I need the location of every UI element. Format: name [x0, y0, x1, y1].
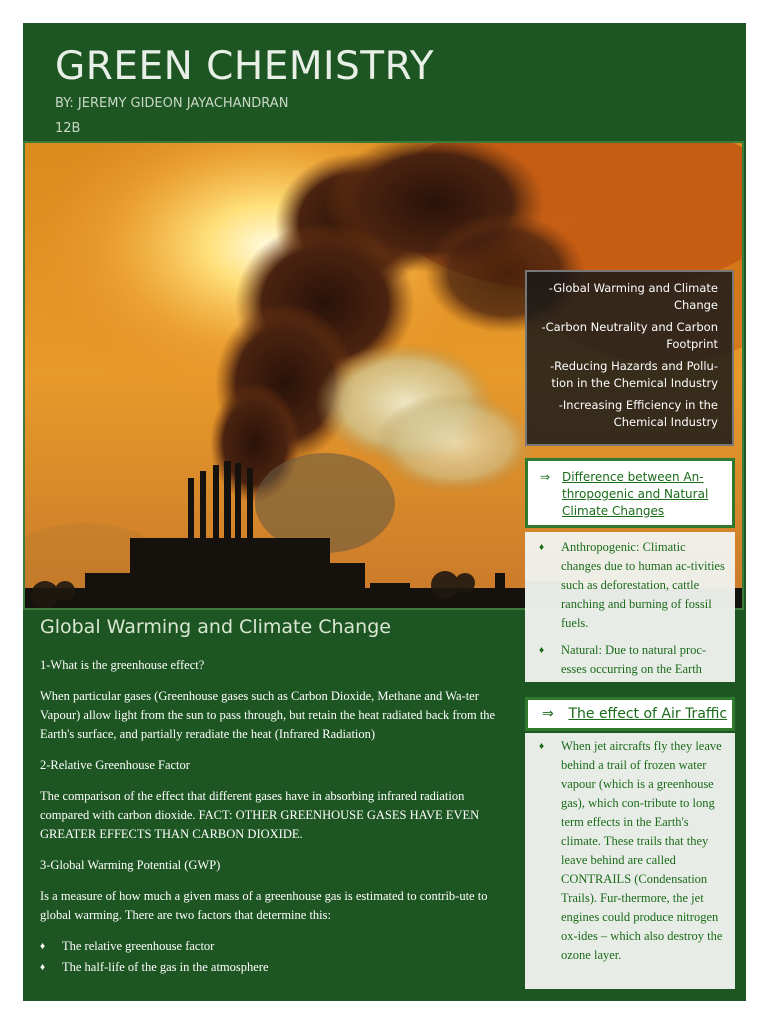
page-title: GREEN CHEMISTRY — [55, 44, 435, 89]
topic-item: -Increasing Efficiency in the Chemical Industry — [558, 398, 718, 429]
question-heading: 2-Relative Greenhouse Factor — [40, 758, 190, 772]
question-heading: 3-Global Warming Potential (GWP) — [40, 858, 221, 872]
main-article — [40, 612, 510, 979]
question-heading: 1-What is the greenhouse effect? — [40, 658, 205, 672]
class-label: 12B — [55, 121, 81, 136]
list-item: ♦ The half-life of the gas in the atmosphere — [40, 958, 510, 977]
topic-item: -Global Warming and Climate Change — [548, 281, 718, 312]
topic-item: -Carbon Neutrality and Carbon Footprint — [541, 320, 718, 351]
paragraph: When particular gases (Greenhouse gases such as Carbon Dioxide, Methane and Wa-ter Vapour) allow light from the sun to pass through, but retain the heat radiated back from the Earth's surface, and partially reradiate the heat (Infrared Radiation) — [40, 689, 496, 741]
right-arrow-icon: ⇒ — [540, 470, 551, 484]
factors-list — [40, 937, 510, 977]
list-item: ♦ Anthropogenic: Climatic changes due to human ac-tivities such as deforestation, cattle ranching and burning of fossil fuels. — [537, 538, 725, 633]
paragraph: The comparison of the effect that different gases have in absorbing infrared radiation compared with carbon dioxide. FACT: OTHER GREENHOUSE GASES HAVE EVEN GREATER EFFECTS THAN CARBON DIOXIDE. — [40, 789, 480, 841]
sidebar-heading-text: Difference between An-thropogenic and Natural Climate Changes — [562, 470, 709, 518]
right-arrow-icon: ⇒ — [542, 706, 554, 722]
topic-item: -Reducing Hazards and Pollu-tion in the Chemical Industry — [550, 359, 718, 390]
list-item: ♦ Natural: Due to natural proc-esses occurring on the Earth — [537, 641, 725, 679]
list-item: ♦ The relative greenhouse factor — [40, 937, 510, 956]
topics-overview-box — [525, 270, 734, 446]
sidebar-heading-text: The effect of Air Traffic — [568, 706, 728, 722]
list-item: ♦ When jet aircrafts fly they leave behind a trail of frozen water vapour (which is a greenhouse gas), which con-tribute to long term effects in the Earth's climate. These trails that they leave behind are called CONTRAILS (Condensation Trails). Fur-thermore, the jet engines could produce nitrogen ox-ides – which also destroy the ozone layer. — [537, 737, 725, 965]
author-byline: BY: JEREMY GIDEON JAYACHANDRAN — [55, 96, 289, 111]
anthropogenic-vs-natural-heading — [525, 458, 735, 528]
climate-change-types-panel — [525, 532, 735, 682]
section-heading: Global Warming and Climate Change — [40, 616, 391, 638]
air-traffic-heading — [525, 697, 735, 731]
air-traffic-panel — [525, 733, 735, 989]
paragraph: Is a measure of how much a given mass of a greenhouse gas is estimated to contrib-ute to global warming. There are two factors that determine this: — [40, 889, 488, 922]
